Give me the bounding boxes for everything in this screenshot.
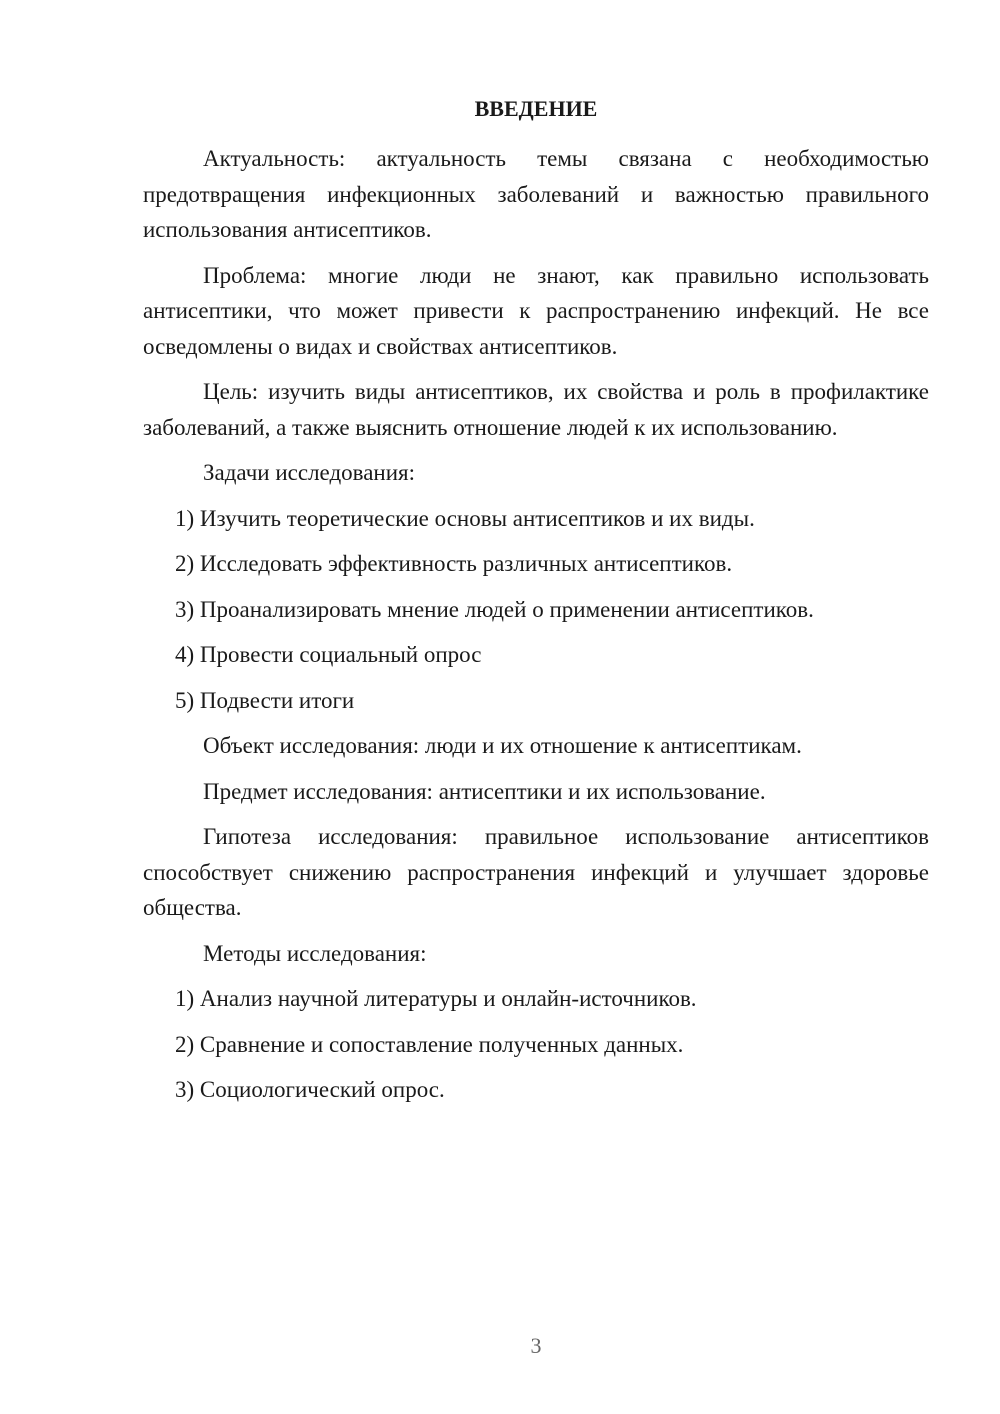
list-item: 4) Провести социальный опрос (175, 642, 482, 667)
page-title: ВВЕДЕНИЕ (474, 96, 598, 121)
hypothesis-paragraph: Гипотеза исследования: правильное использование антисептиков способствует снижению распространения инфекций и улучшает здоровье общества. (143, 824, 929, 920)
list-item: 1) Анализ научной литературы и онлайн-источников. (175, 986, 697, 1011)
list-item: 2) Исследовать эффективность различных антисептиков. (175, 551, 733, 576)
object-paragraph: Объект исследования: люди и их отношение к антисептикам. (203, 733, 802, 758)
list-item: 1) Изучить теоретические основы антисептиков и их виды. (175, 505, 755, 531)
list-item: 3) Проанализировать мнение людей о применении антисептиков. (175, 596, 814, 622)
problem-paragraph: Проблема: многие люди не знают, как правильно использовать антисептики, что может привести к распространению инфекций. Не все осведомлены о видах и свойствах антисептиков. (143, 262, 929, 359)
list-item: 3) Социологический опрос. (175, 1077, 445, 1102)
document-body (143, 141, 929, 1118)
page-number: 3 (530, 1333, 542, 1358)
methods-heading: Методы исследования: (203, 940, 427, 966)
subject-paragraph: Предмет исследования: антисептики и их использование. (203, 778, 766, 804)
relevance-paragraph: Актуальность: актуальность темы связана с необходимостью предотвращения инфекционных заболеваний и важностью правильного использования антисептиков. (143, 146, 929, 242)
goal-paragraph: Цель: изучить виды антисептиков, их свойства и роль в профилактике заболеваний, а также выяснить отношение людей к их использованию. (143, 379, 929, 440)
list-item: 5) Подвести итоги (175, 687, 355, 713)
list-item: 2) Сравнение и сопоставление полученных данных. (175, 1031, 684, 1057)
tasks-heading: Задачи исследования: (203, 460, 416, 485)
